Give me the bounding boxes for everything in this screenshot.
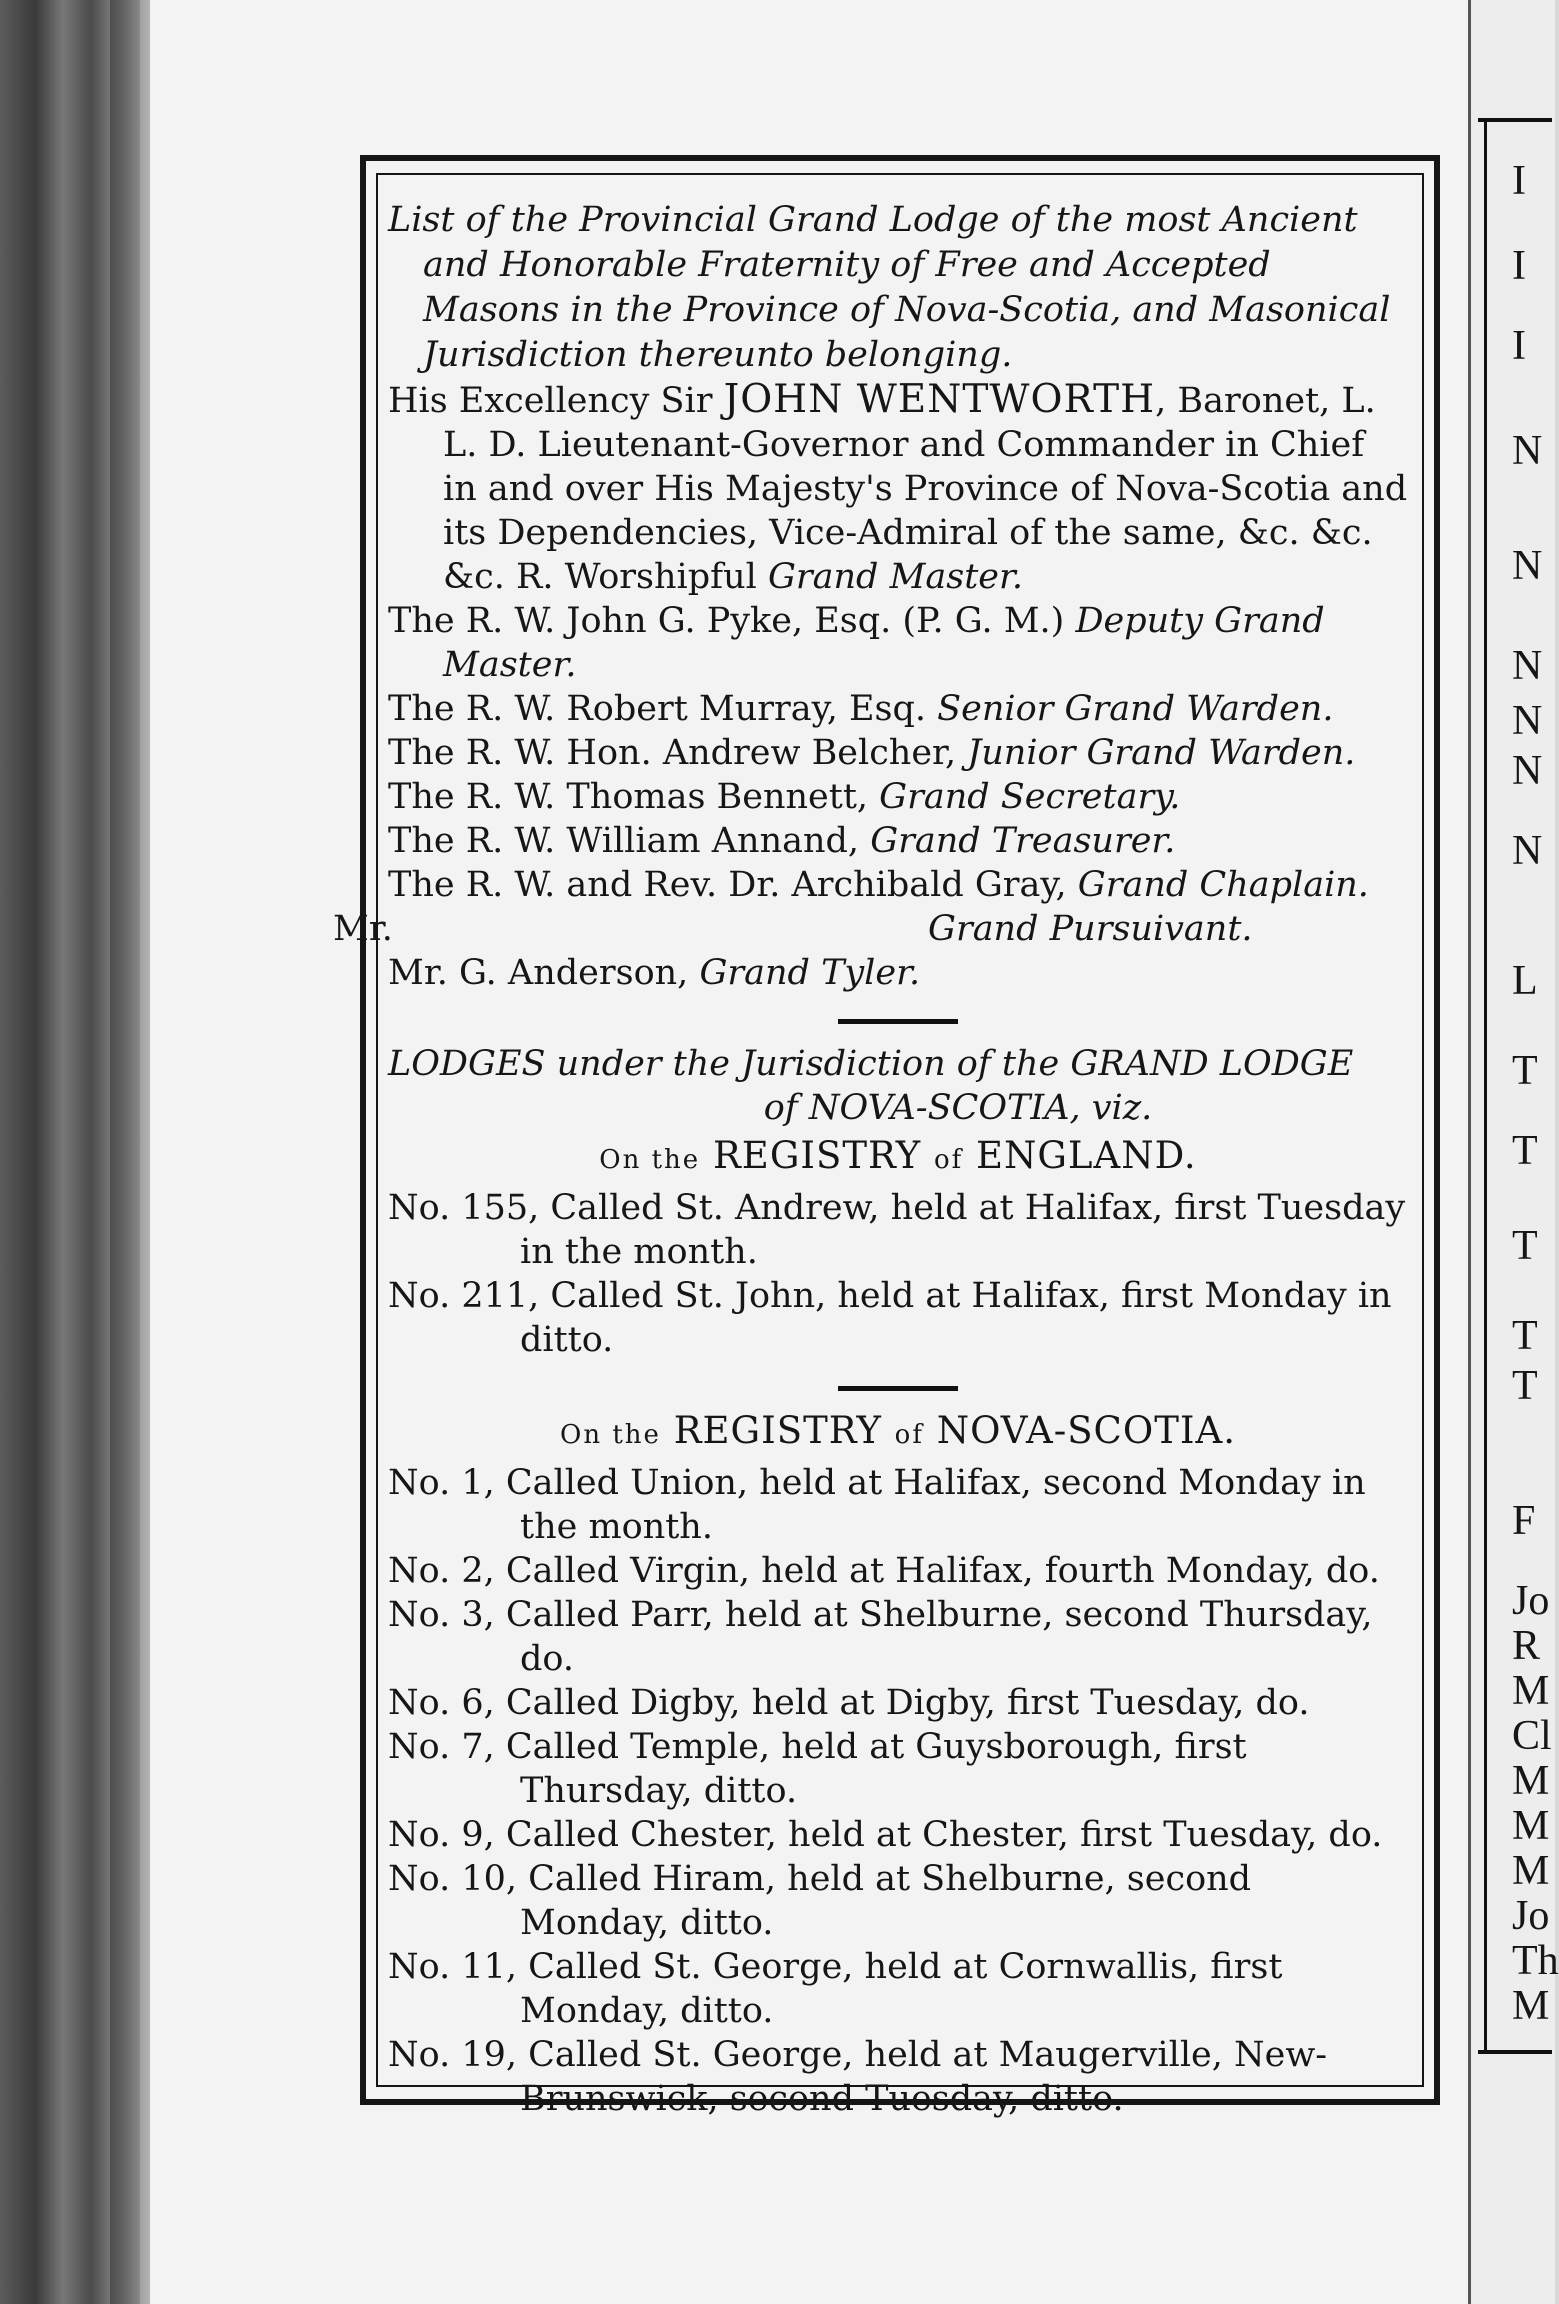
officer-title: Grand Pursuivant. [928, 909, 1253, 949]
facing-letter: F [1512, 1498, 1536, 1544]
officer-name: The R. W. and Rev. Dr. Archibald Gray, [388, 865, 1078, 905]
facing-letter: N [1512, 543, 1543, 589]
officer-name: Mr. [333, 909, 393, 949]
facing-letter: N [1512, 698, 1543, 744]
facing-letter: M [1512, 1668, 1550, 1714]
facing-letter: Th [1512, 1938, 1559, 1984]
officer-entry [388, 775, 1408, 819]
facing-page-rule-bottom [1478, 2050, 1552, 2054]
facing-letter: I [1512, 243, 1526, 289]
lodge-entry: No. 7, Called Temple, held at Guysborough, first Thursday, ditto. [388, 1727, 1247, 1811]
officer-name: The R. W. Robert Murray, Esq. [388, 689, 938, 729]
registry-england-heading [388, 1134, 1408, 1182]
grand-master-prefix: His Excellency Sir [388, 381, 724, 421]
facing-letter: L [1512, 958, 1538, 1004]
facing-page-rule-side [1484, 118, 1487, 2053]
facing-letter: N [1512, 748, 1543, 794]
lodge-entry: No. 1, Called Union, held at Halifax, second Monday in the month. [388, 1463, 1366, 1547]
facing-letter: Jo [1512, 1893, 1550, 1939]
officer-title: Grand Tyler. [699, 953, 921, 993]
grand-master-name: JOHN WENTWORTH [723, 377, 1156, 422]
registry-word: REGISTRY [673, 1409, 882, 1452]
lodges-heading-line2: of NOVA-SCOTIA, viz. [763, 1088, 1153, 1128]
lodge-entry: No. 9, Called Chester, held at Chester, first Tuesday, do. [388, 1815, 1383, 1855]
facing-letter: M [1512, 1758, 1550, 1804]
officer-title: Grand Secretary. [879, 777, 1181, 817]
registry-small: On the [599, 1145, 701, 1175]
facing-letter: T [1512, 1313, 1538, 1359]
officer-title: Deputy Grand Master. [443, 601, 1325, 685]
facing-letter: N [1512, 428, 1543, 474]
lodge-entry: No. 11, Called St. George, held at Cornwallis, first Monday, ditto. [388, 1947, 1283, 2031]
lodge-entry: No. 3, Called Parr, held at Shelburne, second Thursday, do. [388, 1595, 1373, 1679]
facing-letter: I [1512, 323, 1526, 369]
officer-entry [388, 863, 1408, 907]
officer-title: Junior Grand Warden. [967, 733, 1356, 773]
facing-letter: M [1512, 1848, 1550, 1894]
facing-letter: N [1512, 828, 1543, 874]
officer-name: The R. W. Hon. Andrew Belcher, [388, 733, 968, 773]
facing-letter: T [1512, 1048, 1538, 1094]
facing-letter: R [1512, 1623, 1541, 1669]
officer-entry [388, 819, 1408, 863]
facing-letter: T [1512, 1128, 1538, 1174]
officer-title: Grand Chaplain. [1077, 865, 1369, 905]
grand-master-text: , Baronet, L. L. D. Lieutenant-Governor and Commander in Chief in and over His Majesty's Province of Nova-Scotia and its Dependencies, Vice-Admiral of the same, &c. &c. &c. R. Worshipful [443, 381, 1408, 597]
list-heading: List of the Provincial Grand Lodge of the most Ancient and Honorable Fraternity of Free and Accepted Masons in the Province of Nova-Scotia, and Masonical Jurisdiction thereunto belonging. [388, 200, 1391, 375]
facing-letter: M [1512, 1803, 1550, 1849]
officer-title: Grand Treasurer. [870, 821, 1176, 861]
grand-master-title: Grand Master. [767, 557, 1024, 597]
registry-small: of [894, 1420, 924, 1450]
registry-nova-scotia-heading [388, 1409, 1408, 1457]
officer-name: The R. W. William Annand, [388, 821, 871, 861]
lodge-entry: No. 6, Called Digby, held at Digby, first Tuesday, do. [388, 1683, 1310, 1723]
facing-letter: Jo [1512, 1578, 1550, 1624]
officer-title: Senior Grand Warden. [937, 689, 1334, 729]
facing-letter: Cl [1512, 1713, 1552, 1759]
officer-name: The R. W. John G. Pyke, Esq. (P. G. M.) [388, 601, 1076, 641]
lodge-entry: No. 211, Called St. John, held at Halifax, first Monday in ditto. [388, 1276, 1392, 1360]
officer-entry [388, 731, 1408, 775]
lodge-entry: No. 2, Called Virgin, held at Halifax, fourth Monday, do. [388, 1551, 1380, 1591]
lodge-entry: No. 19, Called St. George, held at Maugerville, New-Brunswick, second Tuesday, ditto. [388, 2035, 1328, 2119]
registry-word: REGISTRY [712, 1134, 922, 1177]
lodge-entry: No. 155, Called St. Andrew, held at Halifax, first Tuesday in the month. [388, 1188, 1406, 1272]
officer-entry [388, 951, 1408, 995]
officer-entry [333, 907, 1408, 951]
lodge-entry: No. 10, Called Hiram, held at Shelburne, second Monday, ditto. [388, 1859, 1252, 1943]
page-content [333, 190, 1408, 2121]
registry-word: ENGLAND. [975, 1134, 1197, 1177]
officer-entry [388, 687, 1408, 731]
officer-entry [388, 599, 1408, 687]
officer-name: Mr. G. Anderson, [388, 953, 700, 993]
facing-letter: T [1512, 1363, 1538, 1409]
registry-word: NOVA-SCOTIA. [936, 1409, 1236, 1452]
lodges-heading-line1: LODGES under the Jurisdiction of the GRAND LODGE [388, 1044, 1354, 1084]
facing-letter: M [1512, 1983, 1550, 2029]
section-divider [838, 1019, 958, 1024]
grand-master-entry [388, 378, 1408, 599]
facing-page-rule-top [1478, 118, 1552, 122]
registry-small: On the [560, 1420, 661, 1450]
officer-name: The R. W. Thomas Bennett, [388, 777, 880, 817]
section-divider [838, 1386, 958, 1391]
facing-letter: N [1512, 643, 1543, 689]
registry-small: of [933, 1145, 964, 1175]
facing-letter: T [1512, 1223, 1538, 1269]
facing-letter: I [1512, 158, 1526, 204]
